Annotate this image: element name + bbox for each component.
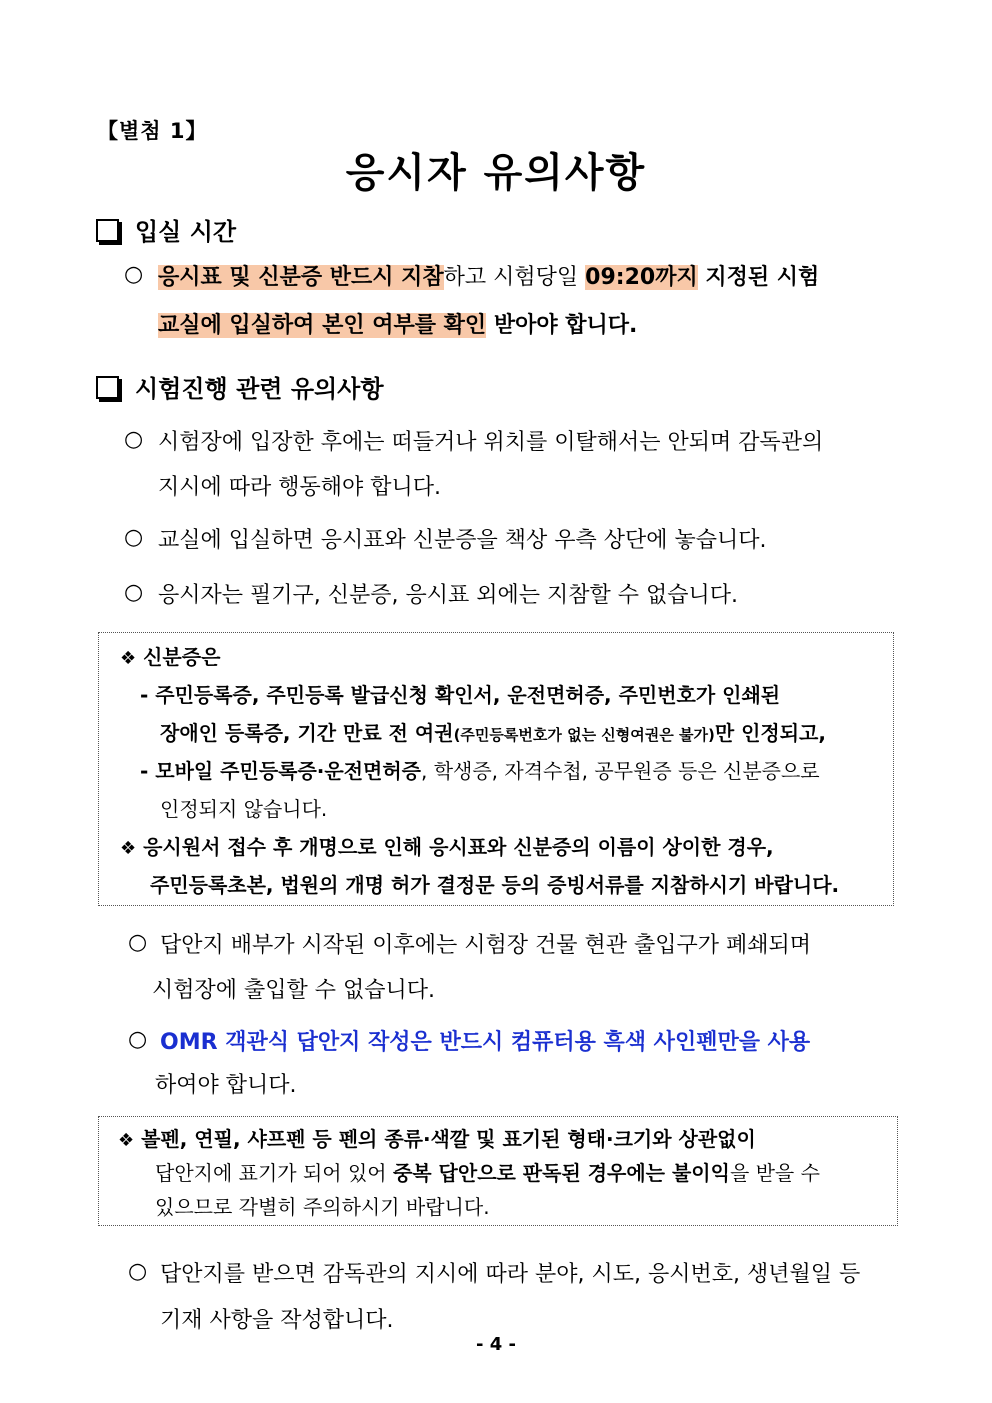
section-heading-exam-notes [96, 369, 384, 404]
id-notice-head-text: 신분증은 [143, 645, 221, 669]
id-notice-text: 장애인 등록증, 기간 만료 전 여권 [160, 721, 454, 745]
highlight-time: 09:20까지 [585, 265, 698, 290]
note-item-3: 응시자는 필기구, 신분증, 응시표 외에는 지참할 수 없습니다. [158, 583, 738, 608]
id-notice-small-text: (주민등록번호가 없는 신형여권은 불가) [453, 726, 715, 744]
bullet-icon: ○ [128, 930, 148, 955]
marking-notice-line-2 [155, 1157, 820, 1186]
section-heading-entry-time [96, 212, 236, 247]
marking-notice-text: 을 받을 수 [729, 1161, 820, 1185]
diamond-icon: ❖ [118, 1130, 135, 1151]
id-notice-text: , 학생증, 자격수첩, 공무원증 등은 신분증으로 [420, 759, 820, 783]
note-item-5-line-1: OMR 객관식 답안지 작성은 반드시 컴퓨터용 흑색 사인펜만을 사용 [160, 1030, 811, 1055]
page-number: - 4 - [476, 1334, 516, 1355]
id-notice-line-2 [160, 717, 826, 746]
bullet-icon: ○ [128, 1027, 148, 1052]
highlight-bring-id: 응시표 및 신분증 반드시 지참 [158, 265, 444, 290]
id-notice-text: 응시원서 접수 후 개명으로 인해 응시표와 신분증의 이름이 상이한 경우, [143, 835, 774, 859]
note-item-6-line-2: 기재 사항을 작성합니다. [160, 1308, 394, 1333]
bullet-icon: ○ [124, 262, 144, 287]
id-notice-bold-text: - 모바일 주민등록증·운전면허증 [140, 759, 421, 783]
id-notice-line-6: 주민등록초본, 법원의 개명 허가 결정문 등의 증빙서류를 지참하시기 바랍니다. [150, 873, 840, 897]
section-heading-text: 입실 시간 [135, 218, 237, 246]
entry-line-2 [158, 308, 637, 339]
attachment-label: 【별첨 1】 [97, 119, 208, 143]
entry-line-1 [158, 260, 819, 291]
bullet-icon: ○ [124, 427, 144, 452]
note-item-1-line-2: 지시에 따라 행동해야 합니다. [158, 475, 441, 500]
note-item-1-line-1: 시험장에 입장한 후에는 떠들거나 위치를 이탈해서는 안되며 감독관의 [158, 430, 824, 455]
bullet-icon: ○ [124, 525, 144, 550]
entry-text-bold: 받아야 합니다. [486, 313, 638, 338]
id-notice-line-4: 인정되지 않습니다. [160, 797, 328, 821]
id-notice-line-3 [140, 755, 820, 784]
id-notice-head [120, 641, 220, 670]
bullet-icon: ○ [128, 1259, 148, 1284]
highlight-identity-check: 교실에 입실하여 본인 여부를 확인 [158, 313, 487, 338]
note-item-6-line-1: 답안지를 받으면 감독관의 지시에 따라 분야, 시도, 응시번호, 생년월일 등 [160, 1262, 861, 1287]
note-item-2: 교실에 입실하면 응시표와 신분증을 책상 우측 상단에 놓습니다. [158, 528, 767, 553]
diamond-icon: ❖ [120, 648, 137, 669]
marking-notice-text: 답안지에 표기가 되어 있어 [155, 1161, 393, 1185]
bullet-icon: ○ [124, 580, 144, 605]
note-item-5-line-2: 하여야 합니다. [155, 1073, 297, 1098]
marking-notice-line-3: 있으므로 각별히 주의하시기 바랍니다. [155, 1195, 490, 1219]
marking-notice-bold-text: 중복 답안으로 판독된 경우에는 불이익 [392, 1161, 730, 1185]
marking-notice-text: 볼펜, 연필, 샤프펜 등 펜의 종류·색깔 및 표기된 형태·크기와 상관없이 [141, 1127, 756, 1151]
checkbox-icon [96, 219, 119, 242]
entry-text-bold: 지정된 시험 [697, 265, 820, 290]
section-heading-text: 시험진행 관련 유의사항 [135, 375, 384, 403]
checkbox-icon [96, 376, 119, 399]
marking-notice-line-1 [118, 1123, 756, 1152]
note-item-4-line-1: 답안지 배부가 시작된 이후에는 시험장 건물 현관 출입구가 폐쇄되며 [160, 933, 812, 958]
diamond-icon: ❖ [120, 838, 137, 859]
id-notice-line-5 [120, 831, 774, 860]
entry-text: 하고 시험당일 [443, 265, 586, 290]
note-item-4-line-2: 시험장에 출입할 수 없습니다. [152, 978, 435, 1003]
id-notice-line-1: - 주민등록증, 주민등록 발급신청 확인서, 운전면허증, 주민번호가 인쇄된 [140, 683, 781, 707]
page-title: 응시자 유의사항 [345, 150, 647, 196]
id-notice-text: 만 인정되고, [714, 721, 826, 745]
